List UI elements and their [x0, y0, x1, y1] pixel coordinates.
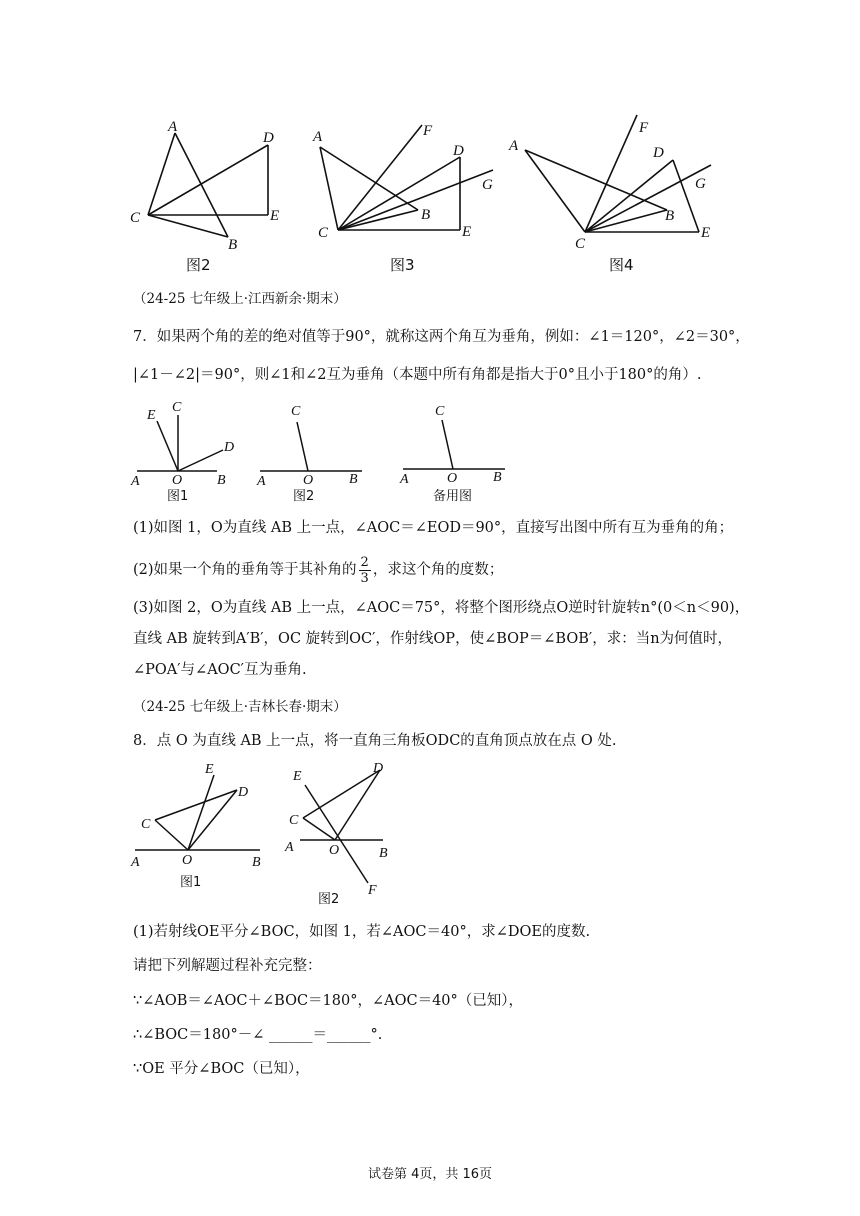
pt-E: E [462, 224, 472, 240]
q8-figures [125, 760, 415, 910]
pt-E: E [270, 208, 280, 224]
q8-stem: 8．点 O 为直线 AB 上一点，将一直角三角板ODC的直角顶点放在点 O 处. [133, 733, 617, 749]
svg-text:D: D [224, 440, 235, 455]
svg-text:B: B [379, 846, 388, 861]
fig-caption: 图2 [293, 489, 315, 504]
svg-text:O: O [447, 471, 458, 486]
svg-text:A: A [285, 840, 294, 855]
pt-G: G [695, 176, 706, 192]
q8-source: （24-25 七年级上·吉林长春·期末） [133, 699, 347, 715]
q7-source: （24-25 七年级上·江西新余·期末） [133, 291, 347, 307]
svg-text:C: C [291, 404, 301, 419]
svg-text:C: C [435, 404, 445, 419]
pt-A: A [313, 129, 323, 145]
figure-2-top [120, 115, 290, 275]
q8-instruction: 请把下列解题过程补充完整： [133, 958, 322, 974]
q8-step2: ∴∠BOC＝180°－∠ ______＝______°. [133, 1027, 383, 1043]
svg-text:A: A [400, 472, 409, 487]
fig-caption: 图3 [390, 256, 415, 274]
page-footer: 试卷第 4页，共 16页 [367, 1167, 493, 1182]
figure-3-top [310, 115, 500, 275]
svg-text:O: O [329, 843, 340, 858]
pt-D: D [453, 143, 464, 159]
fig-caption: 图4 [609, 256, 634, 274]
svg-text:D: D [238, 785, 249, 800]
svg-text:C: C [289, 813, 299, 828]
pt-C: C [318, 225, 329, 241]
pt-F: F [639, 120, 649, 136]
svg-text:D: D [373, 761, 384, 776]
svg-text:C: C [172, 400, 182, 415]
svg-text:A: A [257, 474, 266, 489]
fraction: $\frac{2}{3}$ [360, 554, 369, 586]
q8-part1: (1)若射线OE平分∠BOC，如图 1，若∠AOC＝40°，求∠DOE的度数. [133, 924, 591, 940]
pt-D: D [653, 145, 664, 161]
pt-B: B [665, 208, 675, 224]
pt-B: B [228, 237, 238, 253]
svg-text:A: A [131, 855, 140, 870]
q7-stem-line1: 7．如果两个角的差的绝对值等于90°，就称这两个角互为垂角，例如：∠1＝120°，∠2＝30°， [133, 329, 750, 345]
q7-part3-line1: (3)如图 2，O为直线 AB 上一点，∠AOC＝75°，将整个图形绕点O逆时针旋转n°(0＜n＜90)， [133, 600, 750, 616]
pt-F: F [423, 123, 433, 139]
fig-caption: 备用图 [433, 489, 473, 504]
svg-text:F: F [368, 883, 377, 898]
pt-C: C [130, 210, 141, 226]
fig-caption: 图2 [186, 256, 211, 274]
svg-text:B: B [252, 855, 261, 870]
svg-text:O: O [303, 473, 314, 488]
pt-A: A [168, 119, 178, 135]
pt-G: G [482, 177, 493, 193]
pt-E: E [701, 225, 711, 241]
svg-text:E: E [293, 769, 302, 784]
q7-part3-line2: 直线 AB 旋转到A′B′，OC 旋转到OC′，作射线OP，使∠BOP＝∠BOB′，求：当n为何值时， [133, 631, 733, 647]
svg-text:E: E [147, 408, 156, 423]
q7-part3-line3: ∠POA′与∠AOC′互为垂角. [133, 662, 307, 678]
q7-part1: (1)如图 1，O为直线 AB 上一点，∠AOC＝∠EOD＝90°，直接写出图中所有互为垂角的角； [133, 520, 734, 536]
figure-4-top [505, 110, 720, 275]
q7-stem-line2: |∠1－∠2|＝90°，则∠1和∠2互为垂角（本题中所有角都是指大于0°且小于180°的角）. [133, 367, 702, 383]
q8-step3: ∵OE 平分∠BOC（已知）， [133, 1061, 310, 1077]
svg-text:B: B [217, 473, 226, 488]
svg-text:O: O [172, 473, 183, 488]
q7-figures [125, 395, 525, 507]
svg-text:A: A [131, 474, 140, 489]
svg-text:B: B [493, 470, 502, 485]
svg-text:B: B [349, 472, 358, 487]
svg-text:O: O [182, 853, 193, 868]
pt-C: C [575, 236, 586, 252]
fig-caption: 图1 [167, 489, 189, 504]
pt-A: A [509, 138, 519, 154]
svg-text:C: C [141, 817, 151, 832]
pt-D: D [263, 130, 274, 146]
fig-caption: 图1 [180, 875, 202, 890]
pt-B: B [421, 207, 431, 223]
q7-part2: (2)如果一个角的垂角等于其补角的 $\frac{2}{3}$ ，求这个角的度数； [133, 554, 504, 586]
svg-text:E: E [205, 762, 214, 777]
fig-caption: 图2 [318, 892, 340, 907]
q8-step1: ∵∠AOB＝∠AOC＋∠BOC＝180°，∠AOC＝40°（已知）， [133, 993, 524, 1009]
